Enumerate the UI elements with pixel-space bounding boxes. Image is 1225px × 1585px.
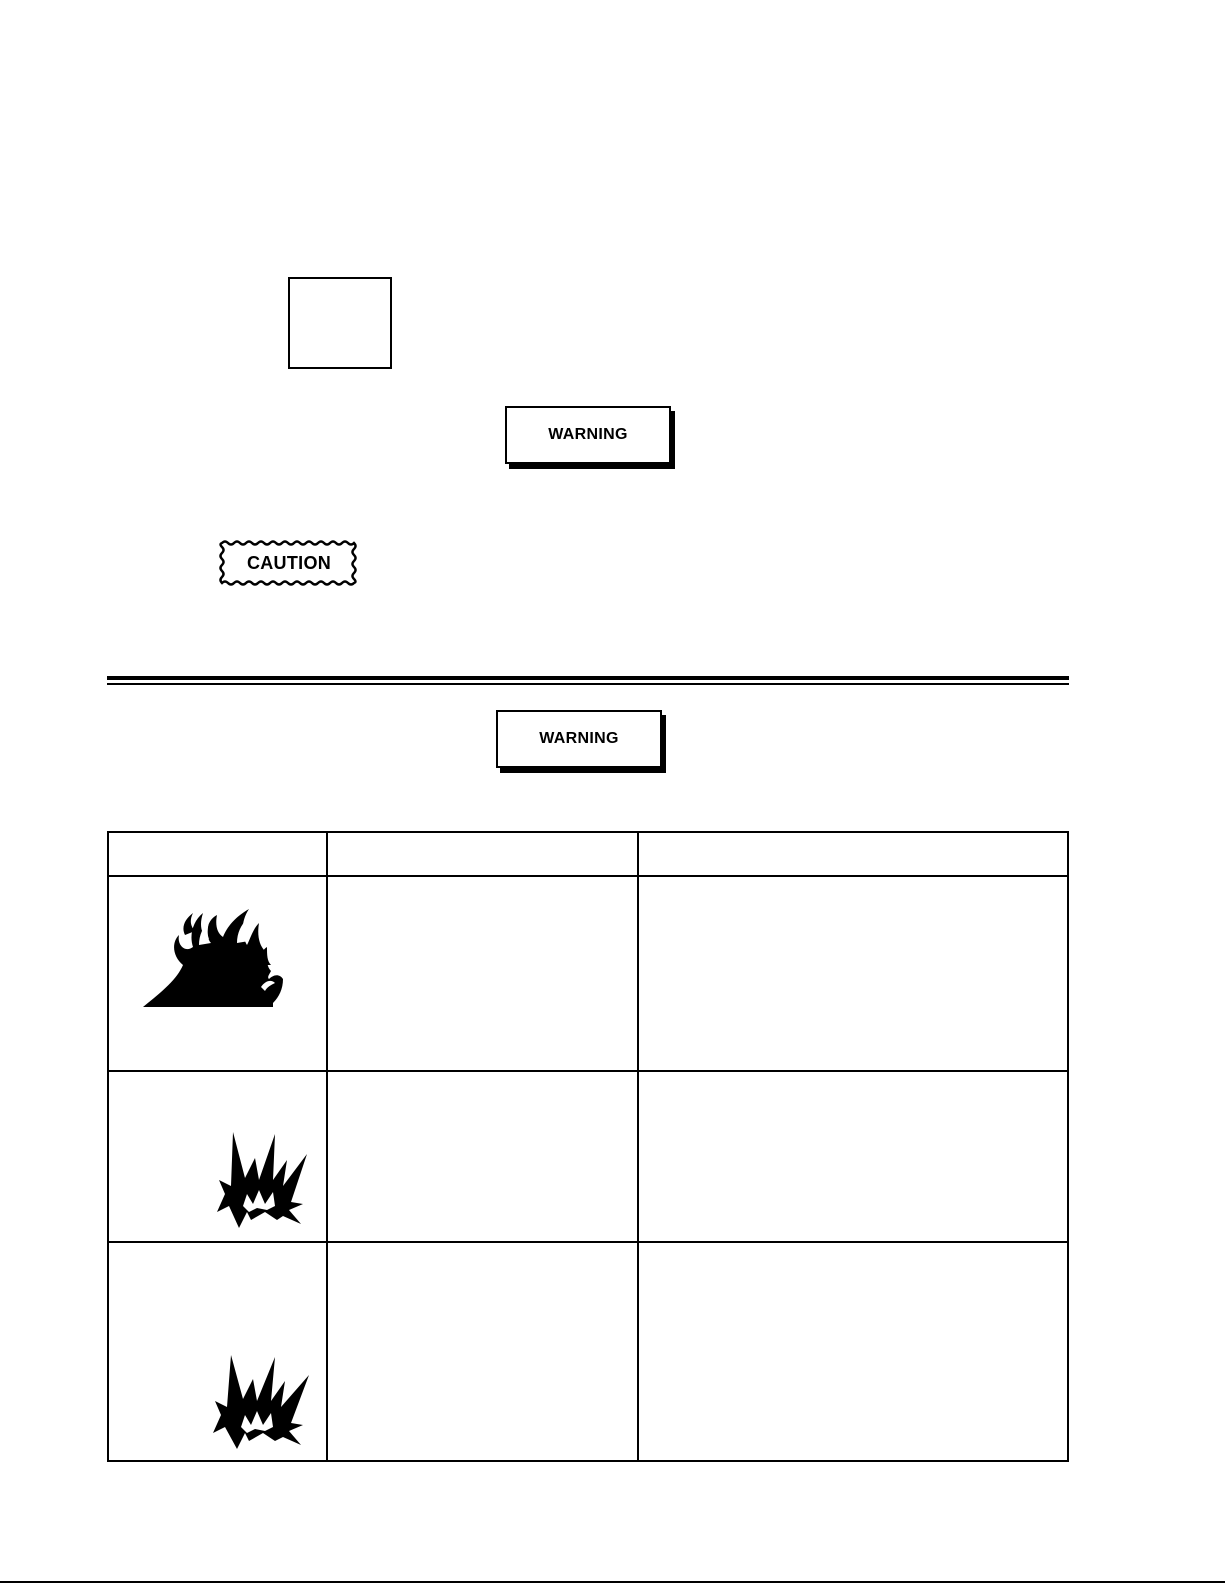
symbol-cell bbox=[108, 876, 327, 1070]
empty-symbol-box bbox=[288, 277, 392, 369]
symbol-cell bbox=[108, 1071, 327, 1242]
table-row bbox=[108, 1242, 1068, 1461]
page-bottom-border bbox=[0, 1581, 1225, 1583]
warning-label-text: WARNING bbox=[548, 426, 628, 443]
hazard-symbol-table bbox=[107, 831, 1069, 1462]
hazard-cell bbox=[327, 1071, 638, 1242]
table-header-row bbox=[108, 832, 1068, 876]
flame-icon bbox=[141, 905, 291, 1009]
header-cell-symbol bbox=[108, 832, 327, 876]
description-cell bbox=[638, 1071, 1068, 1242]
description-cell bbox=[638, 1242, 1068, 1461]
description-cell bbox=[638, 876, 1068, 1070]
symbol-cell bbox=[108, 1242, 327, 1461]
warning-label-top bbox=[505, 406, 671, 464]
hazard-cell bbox=[327, 1242, 638, 1461]
explosion-icon bbox=[213, 1353, 313, 1451]
hazard-cell bbox=[327, 876, 638, 1070]
table-row bbox=[108, 1071, 1068, 1242]
header-cell-hazard bbox=[327, 832, 638, 876]
caution-label-text: CAUTION bbox=[246, 552, 332, 573]
explosion-icon bbox=[217, 1130, 313, 1230]
header-cell-description bbox=[638, 832, 1068, 876]
section-divider-thin bbox=[107, 683, 1069, 685]
warning-label-text: WARNING bbox=[539, 730, 619, 747]
section-divider-thick bbox=[107, 676, 1069, 680]
caution-label bbox=[224, 544, 354, 582]
table-row bbox=[108, 876, 1068, 1070]
warning-label-section bbox=[496, 710, 662, 768]
